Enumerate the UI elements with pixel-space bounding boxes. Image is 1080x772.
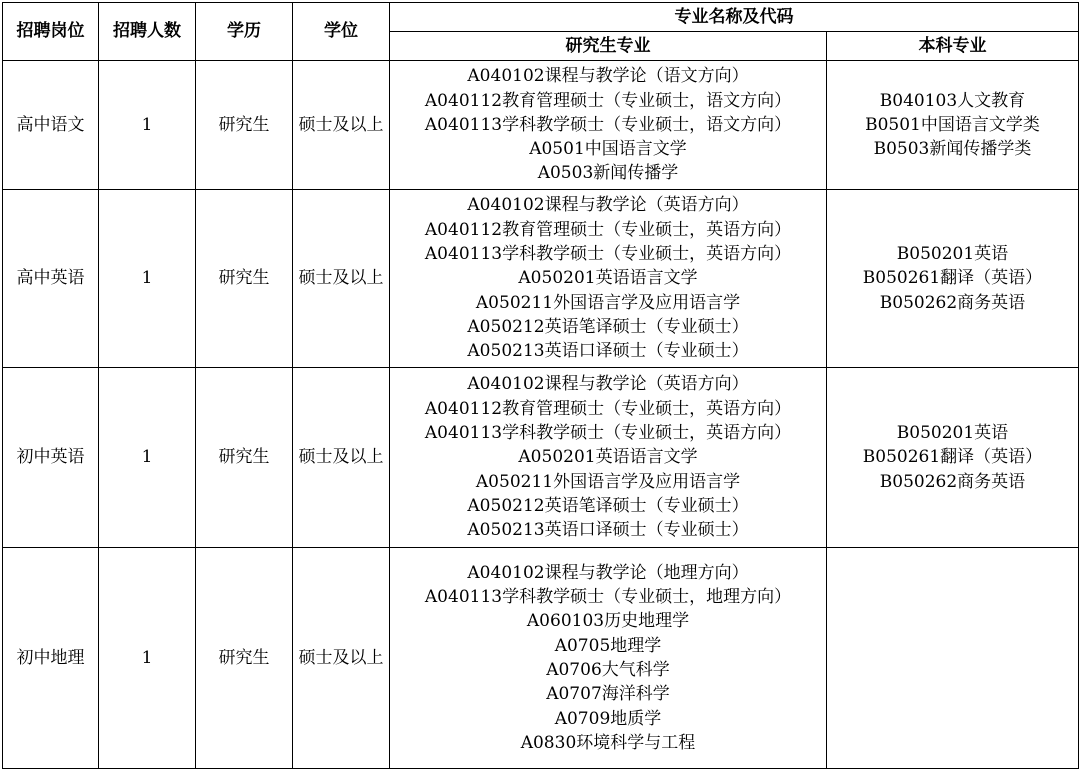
recruitment-table (2, 2, 1079, 769)
major-line: B050262商务英语 (879, 471, 1026, 492)
major-line: A050213英语口译硕士（专业硕士） (467, 520, 749, 541)
table-row (3, 548, 1079, 769)
major-line: A0705地理学 (554, 635, 662, 656)
major-line: A040113学科教学硕士（专业硕士，地理方向） (424, 587, 792, 608)
major-line: A0707海洋科学 (546, 684, 670, 705)
position-cell: 高中英语 (3, 190, 99, 368)
undergrad-majors-cell (827, 61, 1079, 190)
position-cell: 高中语文 (3, 61, 99, 190)
major-line: B050262商务英语 (879, 292, 1026, 313)
header-education: 学历 (196, 3, 293, 61)
education-cell: 研究生 (196, 61, 293, 190)
major-line: A0709地质学 (554, 708, 662, 729)
major-line: A050213英语口译硕士（专业硕士） (467, 341, 749, 362)
major-line: A050212英语笔译硕士（专业硕士） (467, 495, 749, 516)
count-cell: 1 (99, 190, 196, 368)
table-row (3, 61, 1079, 190)
major-line: B050201英语 (896, 423, 1009, 444)
major-line: B0501中国语言文学类 (865, 114, 1040, 135)
undergrad-majors-cell (827, 548, 1079, 769)
undergrad-majors-cell (827, 190, 1079, 368)
education-cell: 研究生 (196, 368, 293, 548)
major-line: A050201英语语言文学 (518, 447, 698, 468)
major-line: A0503新闻传播学 (537, 163, 679, 184)
major-line: A040102课程与教学论（英语方向） (467, 195, 749, 216)
major-line: A060103历史地理学 (526, 611, 690, 632)
header-count: 招聘人数 (99, 3, 196, 61)
count-cell: 1 (99, 548, 196, 769)
graduate-majors-cell (390, 190, 827, 368)
major-line: B050201英语 (896, 244, 1009, 265)
graduate-majors-cell (390, 548, 827, 769)
major-line: A040113学科教学硕士（专业硕士，英语方向） (424, 423, 792, 444)
major-line: A0830环境科学与工程 (520, 732, 696, 753)
major-line: A050201英语语言文学 (518, 268, 698, 289)
header-degree: 学位 (293, 3, 390, 61)
major-line: B050261翻译（英语） (862, 268, 1043, 289)
major-line: A040102课程与教学论（英语方向） (467, 374, 749, 395)
undergrad-majors-cell (827, 368, 1079, 548)
major-line: B050261翻译（英语） (862, 447, 1043, 468)
major-line: B0503新闻传播学类 (873, 139, 1032, 160)
degree-cell: 硕士及以上 (293, 190, 390, 368)
graduate-majors-cell (390, 368, 827, 548)
count-cell: 1 (99, 368, 196, 548)
major-line: A040113学科教学硕士（专业硕士，英语方向） (424, 244, 792, 265)
major-line: A050211外国语言学及应用语言学 (475, 292, 741, 313)
major-line: A0706大气科学 (546, 660, 670, 680)
degree-cell: 硕士及以上 (293, 548, 390, 769)
major-line: A040112教育管理硕士（专业硕士，英语方向） (424, 398, 792, 419)
position-cell: 初中英语 (3, 368, 99, 548)
education-cell: 研究生 (196, 548, 293, 769)
major-line: A040102课程与教学论（地理方向） (467, 562, 749, 583)
degree-cell: 硕士及以上 (293, 61, 390, 190)
table-row (3, 368, 1079, 548)
header-major-group: 专业名称及代码 (390, 3, 1079, 32)
table-body (3, 61, 1079, 769)
major-line: A050212英语笔译硕士（专业硕士） (467, 316, 749, 337)
header-position: 招聘岗位 (3, 3, 99, 61)
degree-cell: 硕士及以上 (293, 368, 390, 548)
major-line: B040103人文教育 (879, 90, 1026, 111)
major-line: A050211外国语言学及应用语言学 (475, 471, 741, 492)
header-graduate-major: 研究生专业 (390, 32, 827, 61)
table-row (3, 190, 1079, 368)
graduate-majors-cell (390, 61, 827, 190)
major-line: A040112教育管理硕士（专业硕士，英语方向） (424, 219, 792, 240)
position-cell: 初中地理 (3, 548, 99, 769)
major-line: A040113学科教学硕士（专业硕士，语文方向） (424, 114, 792, 135)
major-line: A040102课程与教学论（语文方向） (467, 66, 749, 87)
major-line: A040112教育管理硕士（专业硕士，语文方向） (424, 90, 792, 111)
count-cell: 1 (99, 61, 196, 190)
major-line: A0501中国语言文学 (529, 139, 687, 160)
education-cell: 研究生 (196, 190, 293, 368)
header-undergrad-major: 本科专业 (827, 32, 1079, 61)
